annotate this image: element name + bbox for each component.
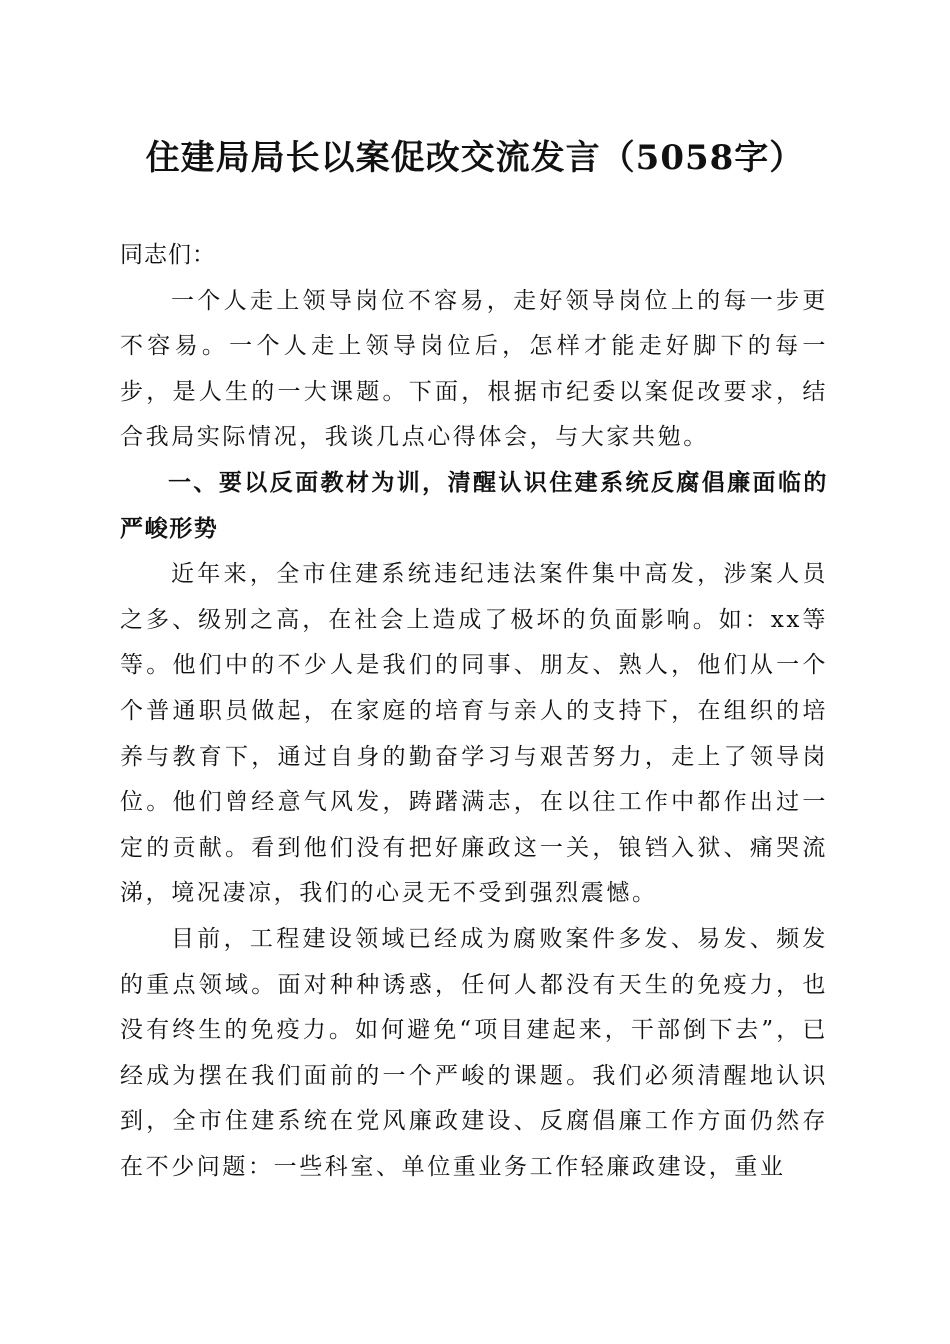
- greeting: 同志们：: [120, 242, 216, 268]
- paragraph-intro: 一个人走上领导岗位不容易，走好领导岗位上的每一步更不容易。一个人走上领导岗位后，怎样才能走好脚下的每一步，是人生的一大课题。下面，根据市纪委以案促改要求，结合我局实际情况，我谈几点心得体会，与大家共勉。: [120, 287, 828, 451]
- paragraph-cases: 近年来，全市住建系统违纪违法案件集中高发，涉案人员之多、级别之高，在社会上造成了极坏的负面影响。如：xx等等。他们中的不少人是我们的同事、朋友、熟人，他们从一个个普通职员做起，在家庭的培育与亲人的支持下，在组织的培养与教育下，通过自身的勤奋学习与艰苦努力，走上了领导岗位。他们曾经意气风发，踌躇满志，在以往工作中都作出过一定的贡献。看到他们没有把好廉政这一关，锒铛入狱、痛哭流涕，境况凄凉，我们的心灵无不受到强烈震憾。: [120, 561, 828, 907]
- document-title: 住建局局长以案促改交流发言（5058字）: [145, 138, 805, 178]
- paragraph-current-situation: 目前，工程建设领域已经成为腐败案件多发、易发、频发的重点领域。面对种种诱惑，任何人都没有天生的免疫力，也没有终生的免疫力。如何避免“项目建起来，干部倒下去”，已经成为摆在我们面前的一个严峻的课题。我们必须清醒地认识到，全市住建系统在党风廉政建设、反腐倡廉工作方面仍然存在不少问题：一些科室、单位重业务工作轻廉政建设，重业: [120, 925, 828, 1180]
- document-body: [120, 233, 828, 1190]
- section-heading-1: 一、要以反面教材为训，清醒认识住建系统反腐倡廉面临的严峻形势: [120, 469, 828, 542]
